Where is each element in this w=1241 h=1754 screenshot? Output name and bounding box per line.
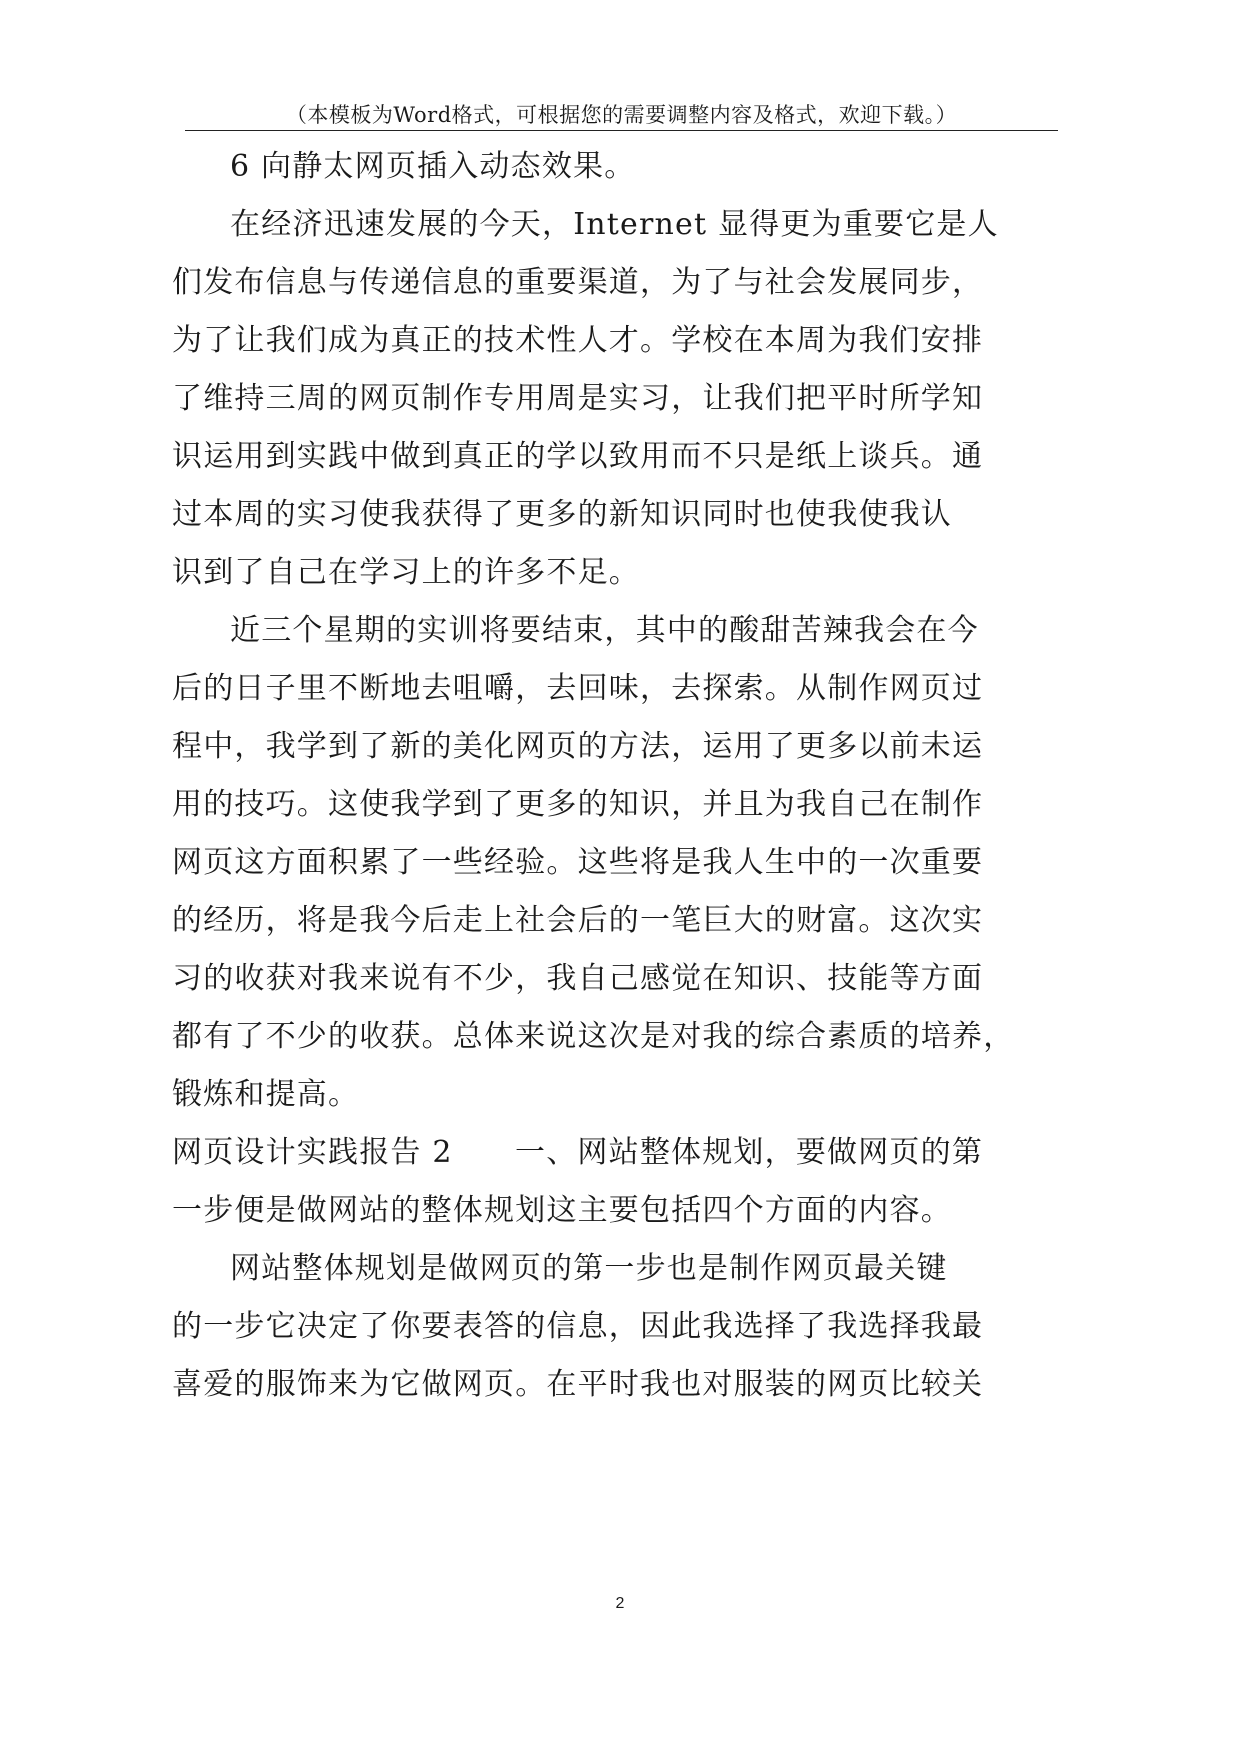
- body-line-19: 一步便是做网站的整体规划这主要包括四个方面的内容。: [172, 1193, 952, 1228]
- body-line-7: 过本周的实习使我获得了更多的新知识同时也使我使我认: [172, 497, 952, 532]
- body-line-10: 后的日子里不断地去咀嚼，去回味，去探索。从制作网页过: [172, 671, 984, 706]
- body-line-15: 习的收获对我来说有不少，我自己感觉在知识、技能等方面: [172, 961, 984, 996]
- body-line-12: 用的技巧。这使我学到了更多的知识，并且为我自己在制作: [172, 787, 984, 822]
- body-line-4: 为了让我们成为真正的技术性人才。学校在本周为我们安排: [172, 323, 984, 358]
- body-line-17: 锻炼和提高。: [172, 1077, 360, 1112]
- page-number: 2: [615, 1595, 625, 1612]
- body-line-1: 6 向静太网页插入动态效果。: [230, 149, 636, 184]
- body-line-13: 网页这方面积累了一些经验。这些将是我人生中的一次重要: [172, 845, 984, 880]
- body-line-20: 网站整体规划是做网页的第一步也是制作网页最关键: [230, 1251, 948, 1286]
- body-line-21: 的一步它决定了你要表答的信息，因此我选择了我选择我最: [172, 1309, 984, 1344]
- body-line-2: 在经济迅速发展的今天，Internet 显得更为重要它是人: [230, 207, 999, 242]
- body-line-22: 喜爱的服饰来为它做网页。在平时我也对服装的网页比较关: [172, 1367, 984, 1402]
- body-line-8: 识到了自己在学习上的许多不足。: [172, 555, 640, 590]
- body-line-18: 网页设计实践报告 2 一、网站整体规划，要做网页的第: [172, 1135, 984, 1170]
- body-line-6: 识运用到实践中做到真正的学以致用而不只是纸上谈兵。通: [172, 439, 984, 474]
- page-header-note: （本模板为Word格式，可根据您的需要调整内容及格式，欢迎下载。）: [285, 103, 958, 127]
- body-line-5: 了维持三周的网页制作专用周是实习，让我们把平时所学知: [172, 381, 984, 416]
- header-divider: [185, 130, 1058, 131]
- body-line-3: 们发布信息与传递信息的重要渠道，为了与社会发展同步，: [172, 265, 984, 300]
- body-line-9: 近三个星期的实训将要结束，其中的酸甜苦辣我会在今: [230, 613, 979, 648]
- body-line-16: 都有了不少的收获。总体来说这次是对我的综合素质的培养，: [172, 1019, 1015, 1054]
- body-line-14: 的经历，将是我今后走上社会后的一笔巨大的财富。这次实: [172, 903, 984, 938]
- body-line-11: 程中，我学到了新的美化网页的方法，运用了更多以前未运: [172, 729, 984, 764]
